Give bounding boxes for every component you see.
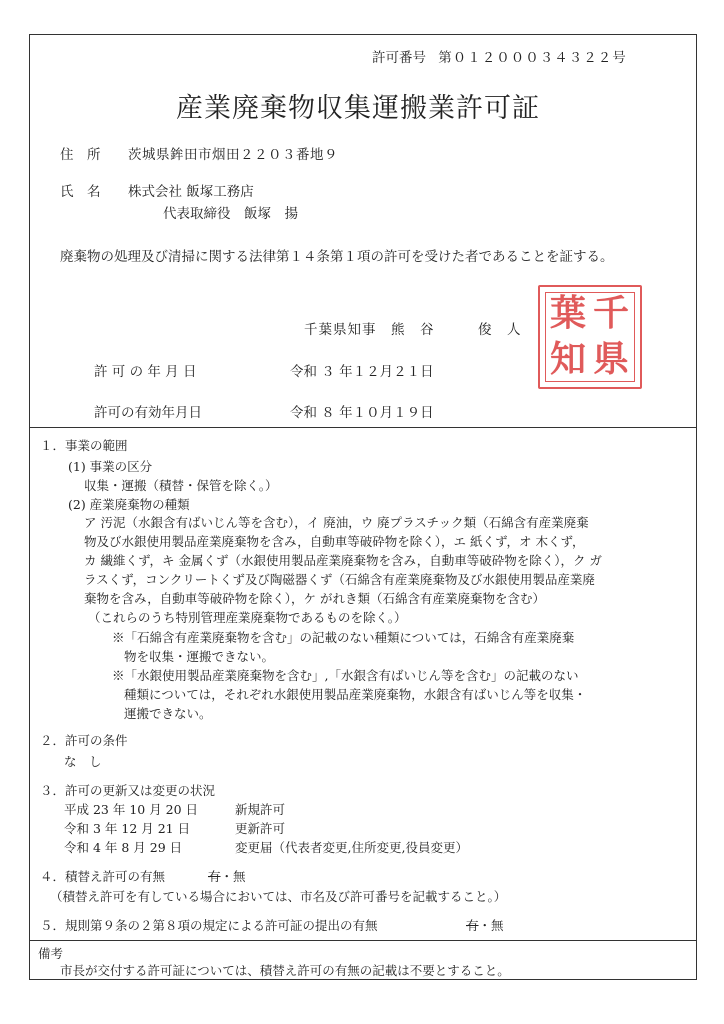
history-event: 新規許可 <box>235 802 286 817</box>
address-value: 茨城県鉾田市烟田２２０３番地９ <box>128 147 338 163</box>
official-seal <box>538 285 642 389</box>
certification-statement: 廃棄物の処理及び清掃に関する法律第１４条第１項の許可を受けた者であることを証する。 <box>60 249 614 265</box>
expiry-value: 令和 ８ 年１０月１９日 <box>290 405 434 421</box>
expiry-label: 許可の有効年月日 <box>94 405 202 421</box>
note2-line: 運搬できない。 <box>124 706 212 721</box>
section4-answer <box>208 867 246 885</box>
waste-line: 棄物を含み，自動車等破砕物を除く），ケ がれき類（石綿含有産業廃棄物を含む） <box>84 591 545 606</box>
struck-option: 有 <box>466 918 479 933</box>
section5-heading: ５．規則第９条の２第８項の規定による許可証の提出の有無 <box>40 918 378 933</box>
section2-heading: ２．許可の条件 <box>40 733 128 748</box>
remarks-label: 備考 <box>38 946 64 961</box>
name-label: 氏 名 <box>60 184 101 200</box>
remarks-text: 市長が交付する許可証については、積替え許可の有無の記載は不要とすること。 <box>60 963 510 978</box>
note2-line: ※「水銀使用製品産業廃棄物を含む」,「水銀含有ばいじん等を含む」の記載のない <box>112 668 579 683</box>
section3-heading: ３．許可の更新又は変更の状況 <box>40 783 216 798</box>
company-name: 株式会社 飯塚工務店 <box>128 184 254 200</box>
note2-line: 種類については，それぞれ水銀使用製品産業廃棄物，水銀含有ばいじん等を収集・ <box>124 687 587 702</box>
seal-char-1: 千 <box>593 292 630 334</box>
waste-line: カ 繊維くず，キ 金属くず（水銀使用製品産業廃棄物を含み，自動車等破砕物を除く），ク ガ <box>84 553 602 568</box>
history-event: 更新許可 <box>235 821 286 836</box>
seal-char-2: 葉 <box>550 292 587 334</box>
history-date: 令和 3 年 12 月 21 日 <box>64 821 191 836</box>
note1-line: 物を収集・運搬できない。 <box>124 649 275 664</box>
divider <box>29 427 697 428</box>
representative-name: 代表取締役 飯塚 揚 <box>163 206 298 222</box>
option-separator: ・ <box>220 869 234 884</box>
history-date: 平成 23 年 10 月 20 日 <box>64 802 199 817</box>
waste-line: ラスくず，コンクリートくず及び陶磁器くず（石綿含有産業廃棄物及び水銀使用製品産業廃 <box>84 572 595 587</box>
section1-sub2-heading: (2) 産業廃棄物の種類 <box>68 497 190 512</box>
seal-char-4: 知 <box>550 338 587 380</box>
permit-number-value: 第０１２０００３４３２２号 <box>438 50 627 66</box>
section1-sub1-text: 収集・運搬（積替・保管を除く。） <box>84 478 278 493</box>
history-event: 変更届（代表者変更,住所変更,役員変更） <box>235 840 468 855</box>
section4-heading: ４．積替え許可の有無 <box>40 869 166 884</box>
exclusion-note: （これらのうち特別管理産業廃棄物であるものを除く。） <box>88 610 407 625</box>
selected-option: 無 <box>491 918 504 933</box>
section5-answer <box>466 916 504 934</box>
note1-line: ※「石綿含有産業廃棄物を含む」の記載のない種類については，石綿含有産業廃棄 <box>112 630 575 645</box>
issuer-name: 千葉県知事 熊 谷 俊 人 <box>304 322 522 338</box>
option-separator: ・ <box>478 918 492 933</box>
section1-heading: １．事業の範囲 <box>40 438 128 453</box>
history-date: 令和 4 年 8 月 29 日 <box>64 840 183 855</box>
permit-date-label: 許 可 の 年 月 日 <box>94 364 197 380</box>
seal-char-3: 県 <box>593 338 630 380</box>
section4-note: （積替え許可を有している場合においては、市名及び許可番号を記載すること。） <box>50 889 507 904</box>
permit-number-label: 許可番号 <box>372 50 426 66</box>
permit-date-value: 令和 ３ 年１２月２１日 <box>290 364 434 380</box>
selected-option: 無 <box>233 869 246 884</box>
struck-option: 有 <box>208 869 221 884</box>
divider <box>29 940 697 941</box>
section1-sub1-heading: (1) 事業の区分 <box>68 459 153 474</box>
permit-number <box>372 46 627 66</box>
address-label: 住 所 <box>60 147 101 163</box>
waste-line: ア 汚泥（水銀含有ばいじん等を含む），イ 廃油，ウ 廃プラスチック類（石綿含有産業廃棄 <box>84 515 589 530</box>
document-title: 産業廃棄物収集運搬業許可証 <box>176 93 540 124</box>
waste-line: 物及び水銀使用製品産業廃棄物を含み，自動車等破砕物を除く），エ 紙くず，オ 木くず， <box>84 534 585 549</box>
section2-text: な し <box>64 754 102 769</box>
